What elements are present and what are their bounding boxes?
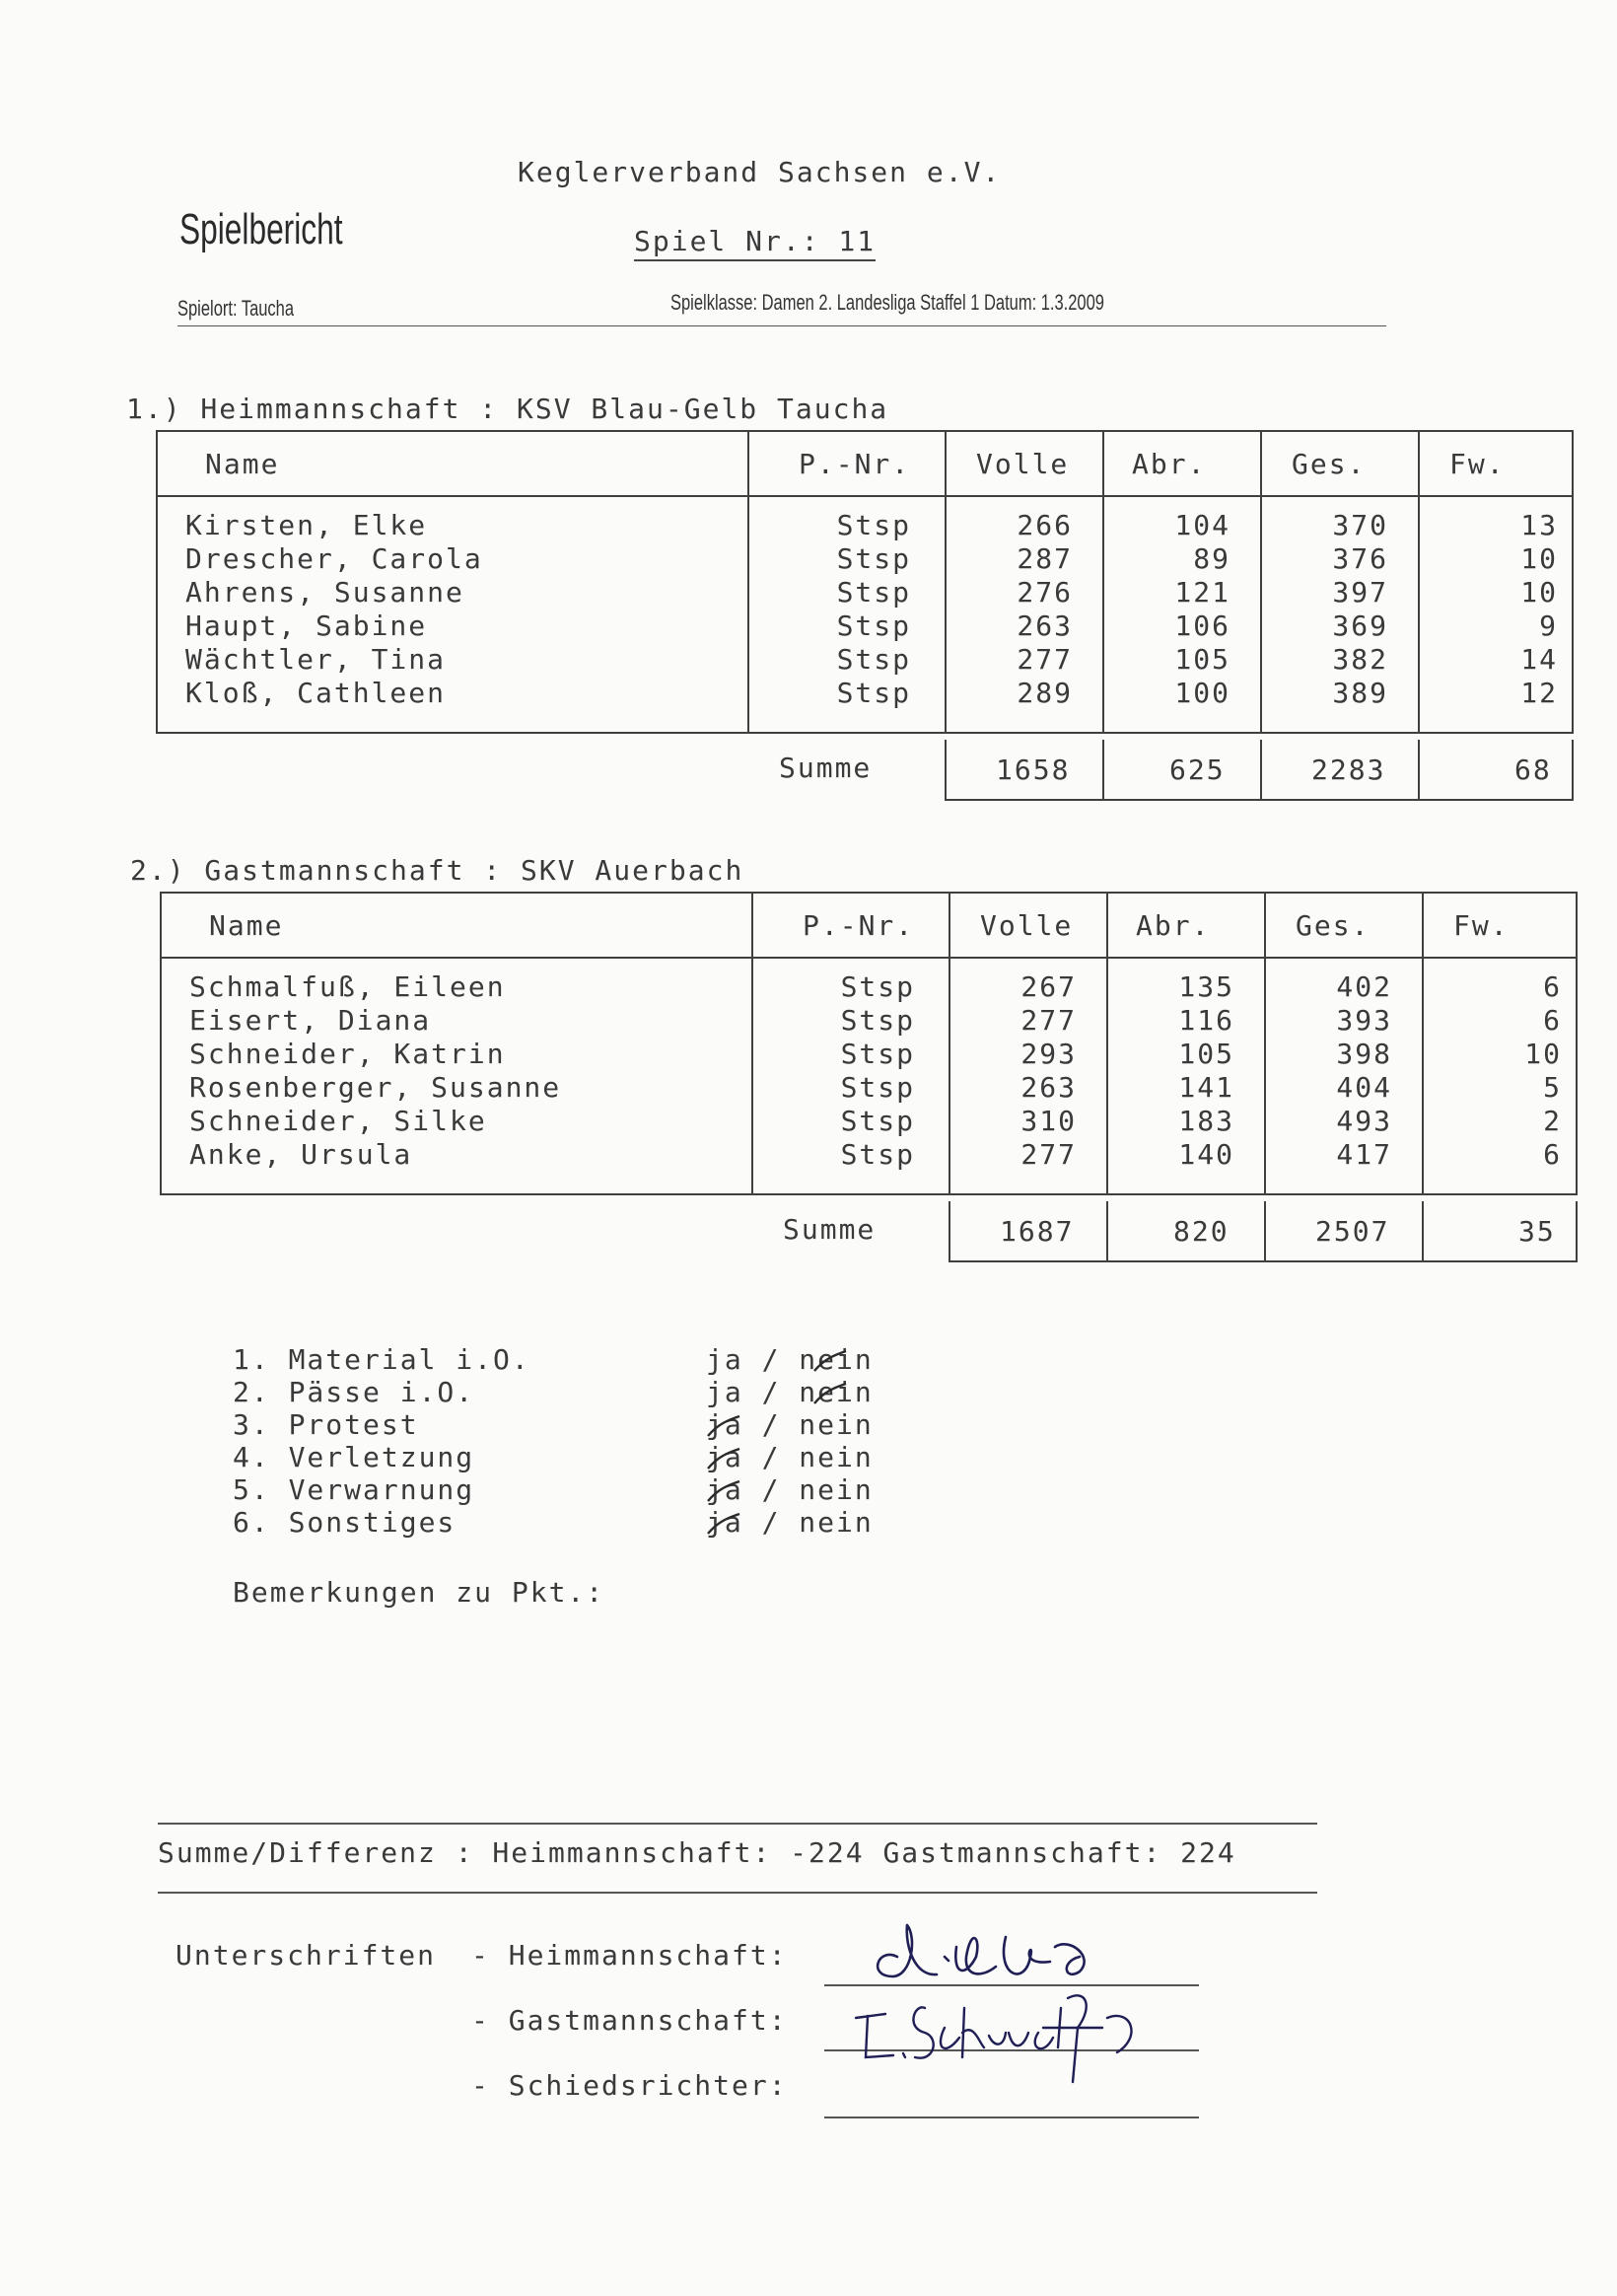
answer-yes: ja (706, 1343, 743, 1376)
home-player-abr: 105 (1174, 643, 1230, 676)
home-sum-fw: 68 (1514, 753, 1552, 786)
home-player-abr: 104 (1174, 509, 1230, 541)
guest-player-fw: 6 (1543, 1138, 1562, 1171)
answer-yes: ja (706, 1408, 743, 1441)
home-player-volle: 276 (1017, 576, 1073, 609)
guest-player-pnr: Stsp (840, 970, 915, 1003)
answer-no: nein (799, 1506, 874, 1539)
home-player-ges: 376 (1332, 542, 1388, 575)
signatures-label: Unterschriften (176, 1939, 437, 1972)
strike-mark (704, 1479, 743, 1505)
checklist-answer (706, 1343, 874, 1376)
guest-signature (846, 1988, 1181, 2087)
guest-player-abr: 141 (1178, 1071, 1234, 1104)
home-player-name: Wächtler, Tina (185, 643, 447, 676)
home-player-volle: 287 (1017, 542, 1073, 575)
checklist-answer (706, 1408, 874, 1441)
column-header-abr: Abr. (1132, 448, 1207, 480)
checklist-label: 6. Sonstiges (233, 1506, 457, 1539)
home-player-volle: 263 (1017, 610, 1073, 642)
column-header-volle: Volle (976, 448, 1070, 480)
home-player-ges: 370 (1332, 509, 1388, 541)
answer-yes: ja (706, 1441, 743, 1473)
column-header-name: Name (209, 909, 284, 942)
guest-player-fw: 10 (1524, 1038, 1562, 1070)
column-header-pnr: P.-Nr. (799, 448, 911, 480)
home-player-pnr: Stsp (836, 576, 911, 609)
guest-player-ges: 398 (1336, 1038, 1392, 1070)
guest-player-name: Eisert, Diana (189, 1004, 432, 1037)
signature-referee-label: - Schiedsrichter: (471, 2069, 788, 2102)
column-header-abr: Abr. (1136, 909, 1211, 942)
checklist-label: 5. Verwarnung (233, 1473, 475, 1506)
guest-player-abr: 116 (1178, 1004, 1234, 1037)
answer-yes: ja (706, 1473, 743, 1506)
home-player-ges: 389 (1332, 677, 1388, 709)
home-team-heading: 1.) Heimmannschaft : KSV Blau-Gelb Taucha (126, 393, 889, 425)
answer-separator: / (742, 1506, 800, 1539)
guest-team-heading: 2.) Gastmannschaft : SKV Auerbach (130, 854, 744, 887)
home-sum-volle: 1658 (996, 753, 1071, 786)
guest-player-name: Schneider, Silke (189, 1105, 487, 1137)
signature-guest-label: - Gastmannschaft: (471, 2004, 788, 2037)
strike-mark (810, 1382, 850, 1407)
guest-player-volle: 293 (1020, 1038, 1077, 1070)
checklist-label: 1. Material i.O. (233, 1343, 530, 1376)
guest-player-name: Schneider, Katrin (189, 1038, 506, 1070)
guest-player-volle: 277 (1020, 1004, 1077, 1037)
guest-team-table (160, 892, 1578, 1195)
guest-sum-ges: 2507 (1315, 1215, 1390, 1248)
home-player-ges: 397 (1332, 576, 1388, 609)
answer-no: nein (799, 1408, 874, 1441)
guest-sum-row (949, 1201, 1578, 1262)
home-player-abr: 100 (1174, 677, 1230, 709)
guest-sum-fw: 35 (1518, 1215, 1556, 1248)
answer-separator: / (742, 1408, 800, 1441)
guest-player-pnr: Stsp (840, 1138, 915, 1171)
home-player-fw: 13 (1520, 509, 1558, 541)
home-player-pnr: Stsp (836, 542, 911, 575)
answer-separator: / (742, 1343, 800, 1376)
guest-player-fw: 6 (1543, 970, 1562, 1003)
home-player-name: Haupt, Sabine (185, 610, 428, 642)
home-player-fw: 12 (1520, 677, 1558, 709)
guest-player-volle: 267 (1020, 970, 1077, 1003)
home-player-abr: 121 (1174, 576, 1230, 609)
answer-separator: / (742, 1441, 800, 1473)
column-header-volle: Volle (980, 909, 1074, 942)
guest-player-fw: 6 (1543, 1004, 1562, 1037)
column-header-name: Name (205, 448, 280, 480)
guest-player-name: Schmalfuß, Eileen (189, 970, 506, 1003)
guest-player-ges: 402 (1336, 970, 1392, 1003)
home-sum-label: Summe (779, 752, 873, 784)
column-header-ges: Ges. (1292, 448, 1367, 480)
answer-yes: ja (706, 1506, 743, 1539)
guest-player-abr: 105 (1178, 1038, 1234, 1070)
guest-player-volle: 310 (1020, 1105, 1077, 1137)
checklist-answer (706, 1376, 874, 1408)
divider (158, 1823, 1317, 1825)
home-player-volle: 266 (1017, 509, 1073, 541)
answer-no: nein (799, 1376, 874, 1408)
checklist-label: 3. Protest (233, 1408, 419, 1441)
organization-name: Keglerverband Sachsen e.V. (518, 156, 1002, 188)
home-player-name: Ahrens, Susanne (185, 576, 464, 609)
guest-player-name: Rosenberger, Susanne (189, 1071, 562, 1104)
guest-player-pnr: Stsp (840, 1038, 915, 1070)
home-sum-abr: 625 (1169, 753, 1226, 786)
answer-no: nein (799, 1343, 874, 1376)
guest-player-fw: 2 (1543, 1105, 1562, 1137)
signature-line-referee (824, 2117, 1199, 2118)
home-player-ges: 382 (1332, 643, 1388, 676)
column-header-fw: Fw. (1449, 448, 1506, 480)
home-player-volle: 289 (1017, 677, 1073, 709)
home-player-fw: 9 (1539, 610, 1558, 642)
guest-player-name: Anke, Ursula (189, 1138, 413, 1171)
answer-separator: / (742, 1473, 800, 1506)
guest-player-volle: 263 (1020, 1071, 1077, 1104)
checklist-label: 4. Verletzung (233, 1441, 475, 1473)
game-number: Spiel Nr.: 11 (634, 225, 876, 261)
home-player-pnr: Stsp (836, 509, 911, 541)
answer-no: nein (799, 1441, 874, 1473)
column-header-fw: Fw. (1453, 909, 1510, 942)
strike-mark (704, 1414, 743, 1440)
guest-sum-label: Summe (783, 1213, 877, 1246)
home-player-ges: 369 (1332, 610, 1388, 642)
home-team-table (156, 430, 1574, 734)
column-header-pnr: P.-Nr. (803, 909, 915, 942)
home-player-fw: 10 (1520, 542, 1558, 575)
remarks-label: Bemerkungen zu Pkt.: (233, 1576, 605, 1609)
guest-player-pnr: Stsp (840, 1071, 915, 1104)
home-player-fw: 10 (1520, 576, 1558, 609)
home-player-pnr: Stsp (836, 643, 911, 676)
guest-player-ges: 417 (1336, 1138, 1392, 1171)
guest-sum-volle: 1687 (1000, 1215, 1075, 1248)
guest-player-abr: 183 (1178, 1105, 1234, 1137)
strike-mark (704, 1512, 743, 1538)
answer-separator: / (742, 1376, 800, 1408)
home-player-name: Drescher, Carola (185, 542, 483, 575)
answer-no: nein (799, 1473, 874, 1506)
guest-sum-abr: 820 (1173, 1215, 1230, 1248)
home-player-fw: 14 (1520, 643, 1558, 676)
checklist-answer (706, 1506, 874, 1539)
column-header-ges: Ges. (1296, 909, 1371, 942)
home-player-pnr: Stsp (836, 610, 911, 642)
checklist-answer (706, 1441, 874, 1473)
guest-player-abr: 135 (1178, 970, 1234, 1003)
home-player-volle: 277 (1017, 643, 1073, 676)
home-player-name: Kirsten, Elke (185, 509, 428, 541)
home-sum-ges: 2283 (1311, 753, 1386, 786)
guest-player-pnr: Stsp (840, 1105, 915, 1137)
home-signature (858, 1917, 1124, 1996)
guest-player-ges: 404 (1336, 1071, 1392, 1104)
home-sum-row (945, 740, 1574, 801)
guest-player-fw: 5 (1543, 1071, 1562, 1104)
divider (158, 1892, 1317, 1894)
home-player-abr: 89 (1193, 542, 1230, 575)
signature-home-label: - Heimmannschaft: (471, 1939, 788, 1972)
checklist-label: 2. Pässe i.O. (233, 1376, 475, 1408)
document-title: Spielbericht (179, 205, 343, 253)
venue: Spielort: Taucha (177, 296, 295, 321)
league-and-date: Spielklasse: Damen 2. Landesliga Staffel 1 Datum: 1.3.2009 (670, 290, 1104, 315)
strike-mark (704, 1447, 743, 1472)
answer-yes: ja (706, 1376, 743, 1408)
strike-mark (810, 1349, 850, 1375)
venue-line (177, 290, 1386, 326)
home-player-pnr: Stsp (836, 677, 911, 709)
guest-player-volle: 277 (1020, 1138, 1077, 1171)
score-difference: Summe/Differenz : Heimmannschaft: -224 Gastmannschaft: 224 (158, 1836, 1236, 1869)
guest-player-ges: 393 (1336, 1004, 1392, 1037)
guest-player-abr: 140 (1178, 1138, 1234, 1171)
guest-player-ges: 493 (1336, 1105, 1392, 1137)
guest-player-pnr: Stsp (840, 1004, 915, 1037)
checklist-answer (706, 1473, 874, 1506)
home-player-name: Kloß, Cathleen (185, 677, 447, 709)
home-player-abr: 106 (1174, 610, 1230, 642)
